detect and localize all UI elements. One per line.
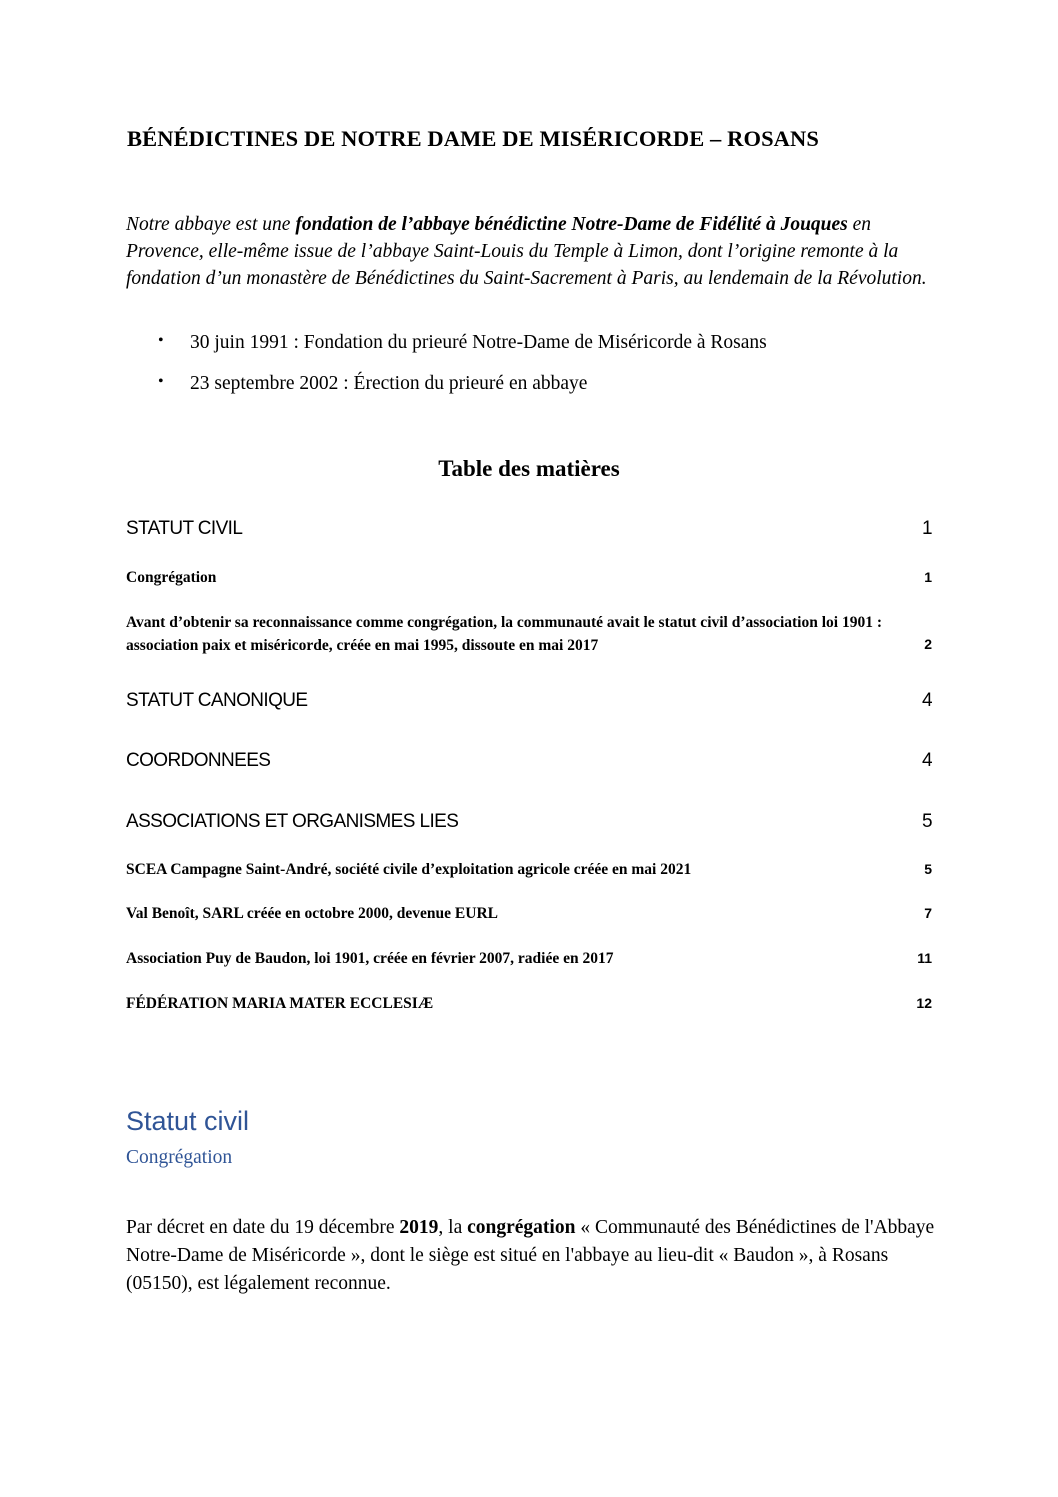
bullet-icon: • [158, 373, 164, 390]
decree-year: 2019 [399, 1217, 439, 1238]
decree-paragraph [126, 1214, 938, 1298]
toc-entry-page: 4 [922, 690, 932, 711]
toc-entry-page: 7 [924, 905, 932, 921]
toc-entry-page: 11 [917, 950, 932, 966]
document-title: BÉNÉDICTINES DE NOTRE DAME DE MISÉRICORDE – ROSANS [127, 126, 819, 151]
toc-entry-page: 5 [922, 811, 932, 832]
decree-text-1: Par décret en date du 19 décembre [126, 1217, 400, 1238]
toc-entry-label: SCEA Campagne Saint-André, société civile d’exploitation agricole créée en mai 2021 [126, 861, 692, 878]
decree-text-3: « Communauté des Bénédictines de l'Abbaye Notre-Dame de Miséricorde », dont le siège est situé en l'abbaye au lieu-dit « Baudon », à Rosans (05150), est légalement reconnue. [126, 1217, 935, 1294]
toc-entry-label: Congrégation [126, 569, 217, 586]
list-item-text: 30 juin 1991 : Fondation du prieuré Notre-Dame de Miséricorde à Rosans [190, 332, 767, 353]
intro-text-1: Notre abbaye est une [126, 214, 296, 235]
intro-text-2: en Provence, elle-même issue de l’abbaye Saint-Louis du Temple à Limon, dont l’origine remonte à la fondation d’un monastère de Bénédictines du Saint-Sacrement à Paris, au lendemain de la Révolution. [126, 214, 927, 289]
toc-entry-label: ASSOCIATIONS ET ORGANISMES LIES [126, 811, 459, 832]
toc-entry-label: STATUT CANONIQUE [126, 690, 308, 711]
toc-entry-page: 5 [924, 861, 932, 877]
decree-text-2: , la [438, 1217, 468, 1238]
section-heading: Statut civil [126, 1106, 250, 1136]
toc-entry-page: 12 [916, 995, 932, 1011]
subsection-heading: Congrégation [126, 1147, 233, 1168]
decree-congregation: congrégation [467, 1217, 576, 1238]
toc-entry-label: COORDONNEES [126, 750, 271, 771]
bullet-icon: • [158, 332, 164, 349]
toc-entry-label: Association Puy de Baudon, loi 1901, créée en février 2007, radiée en 2017 [126, 950, 614, 967]
intro-paragraph [126, 211, 938, 292]
toc-entry-label: FÉDÉRATION MARIA MATER ECCLESIÆ [126, 995, 434, 1012]
toc-entry-page: 2 [924, 636, 932, 652]
list-item-text: 23 septembre 2002 : Érection du prieuré en abbaye [190, 373, 588, 394]
toc-heading: Table des matières [438, 456, 620, 481]
toc-entry-label: Val Benoît, SARL créée en octobre 2000, devenue EURL [126, 905, 498, 922]
toc-entry-page: 1 [924, 569, 932, 585]
toc-entry-label: STATUT CIVIL [126, 518, 243, 539]
toc-entry-page: 1 [922, 518, 932, 539]
intro-bold-text: fondation de l’abbaye bénédictine Notre-Dame de Fidélité à Jouques [295, 214, 848, 235]
toc-entry-page: 4 [922, 750, 932, 771]
toc-entry-label: Avant d’obtenir sa reconnaissance comme congrégation, la communauté avait le statut civil d’association loi 1901 : association paix et miséricorde, créée en mai 1995, dissoute en mai 2017 [126, 614, 883, 654]
